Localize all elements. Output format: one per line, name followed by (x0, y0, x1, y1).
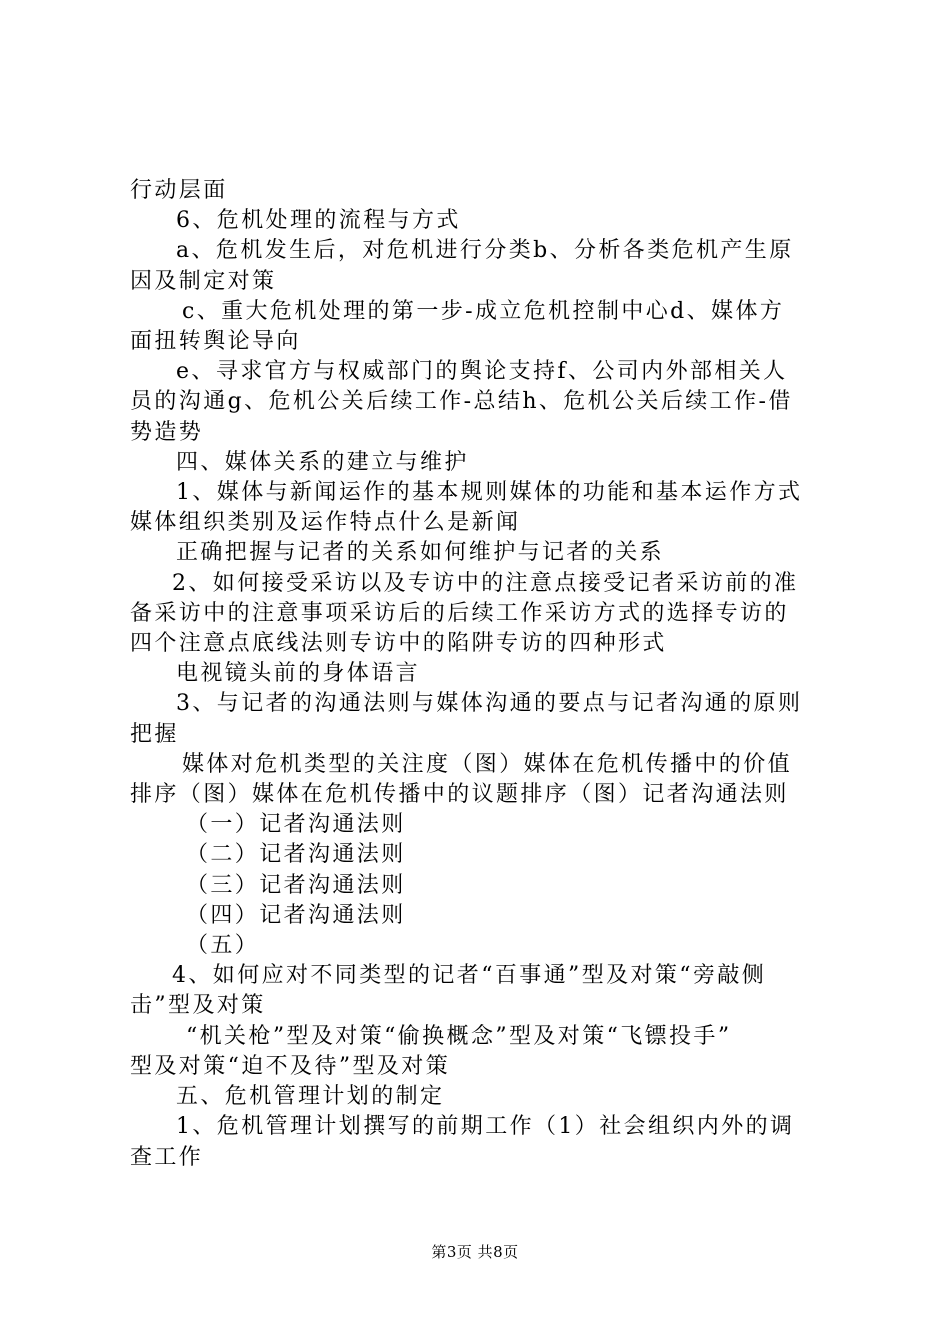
text-line: （五） (186, 933, 260, 959)
text-line: 1、危机管理计划撰写的前期工作（1）社会组织内外的调 (176, 1114, 795, 1140)
text-line: 4、如何应对不同类型的记者“百事通”型及对策“旁敲侧 (172, 963, 767, 989)
text-line: 型及对策“迫不及待”型及对策 (130, 1053, 451, 1079)
text-line: 查工作 (130, 1144, 204, 1170)
text-line: 媒体组织类别及运作特点什么是新闻 (130, 510, 521, 536)
text-line: 6、危机处理的流程与方式 (176, 208, 461, 234)
text-line: 四个注意点底线法则专访中的陷阱专访的四种形式 (130, 631, 667, 657)
text-line: 势造势 (130, 419, 204, 445)
text-line: 电视镜头前的身体语言 (176, 661, 421, 687)
document-body (130, 176, 830, 1173)
text-line: 把握 (130, 721, 179, 747)
text-line: （二）记者沟通法则 (186, 842, 406, 868)
text-line: c、重大危机处理的第一步-成立危机控制中心d、媒体方 (182, 298, 785, 324)
text-line: 击”型及对策 (130, 993, 266, 1019)
text-line: “机关枪”型及对策“偷换概念”型及对策“飞镖投手” (186, 1023, 732, 1049)
text-line: 员的沟通g、危机公关后续工作-总结h、危机公关后续工作-借 (130, 389, 793, 415)
page-footer: 第3页 共8页 (431, 1243, 519, 1261)
text-line: 面扭转舆论导向 (130, 329, 301, 355)
text-line: 因及制定对策 (130, 268, 277, 294)
text-line: （三）记者沟通法则 (186, 872, 406, 898)
text-line: （四）记者沟通法则 (186, 902, 406, 928)
text-line: a、危机发生后，对危机进行分类b、分析各类危机产生原 (176, 238, 794, 264)
text-line: e、寻求官方与权威部门的舆论支持f、公司内外部相关人 (176, 359, 788, 385)
text-line: 3、与记者的沟通法则与媒体沟通的要点与记者沟通的原则 (176, 691, 803, 717)
text-line: 四、媒体关系的建立与维护 (176, 449, 469, 475)
text-line: 媒体对危机类型的关注度（图）媒体在危机传播中的价值 (182, 751, 793, 777)
text-line: 五、危机管理计划的制定 (176, 1084, 445, 1110)
text-line: 2、如何接受采访以及专访中的注意点接受记者采访前的准 (172, 570, 799, 596)
text-line: 行动层面 (130, 178, 228, 203)
text-line: 排序（图）媒体在危机传播中的议题排序（图）记者沟通法则 (130, 782, 789, 808)
text-line: （一）记者沟通法则 (186, 812, 406, 838)
text-line: 正确把握与记者的关系如何维护与记者的关系 (176, 540, 665, 566)
text-line: 备采访中的注意事项采访后的后续工作采访方式的选择专访的 (130, 600, 789, 626)
text-line: 1、媒体与新闻运作的基本规则媒体的功能和基本运作方式 (176, 480, 803, 506)
